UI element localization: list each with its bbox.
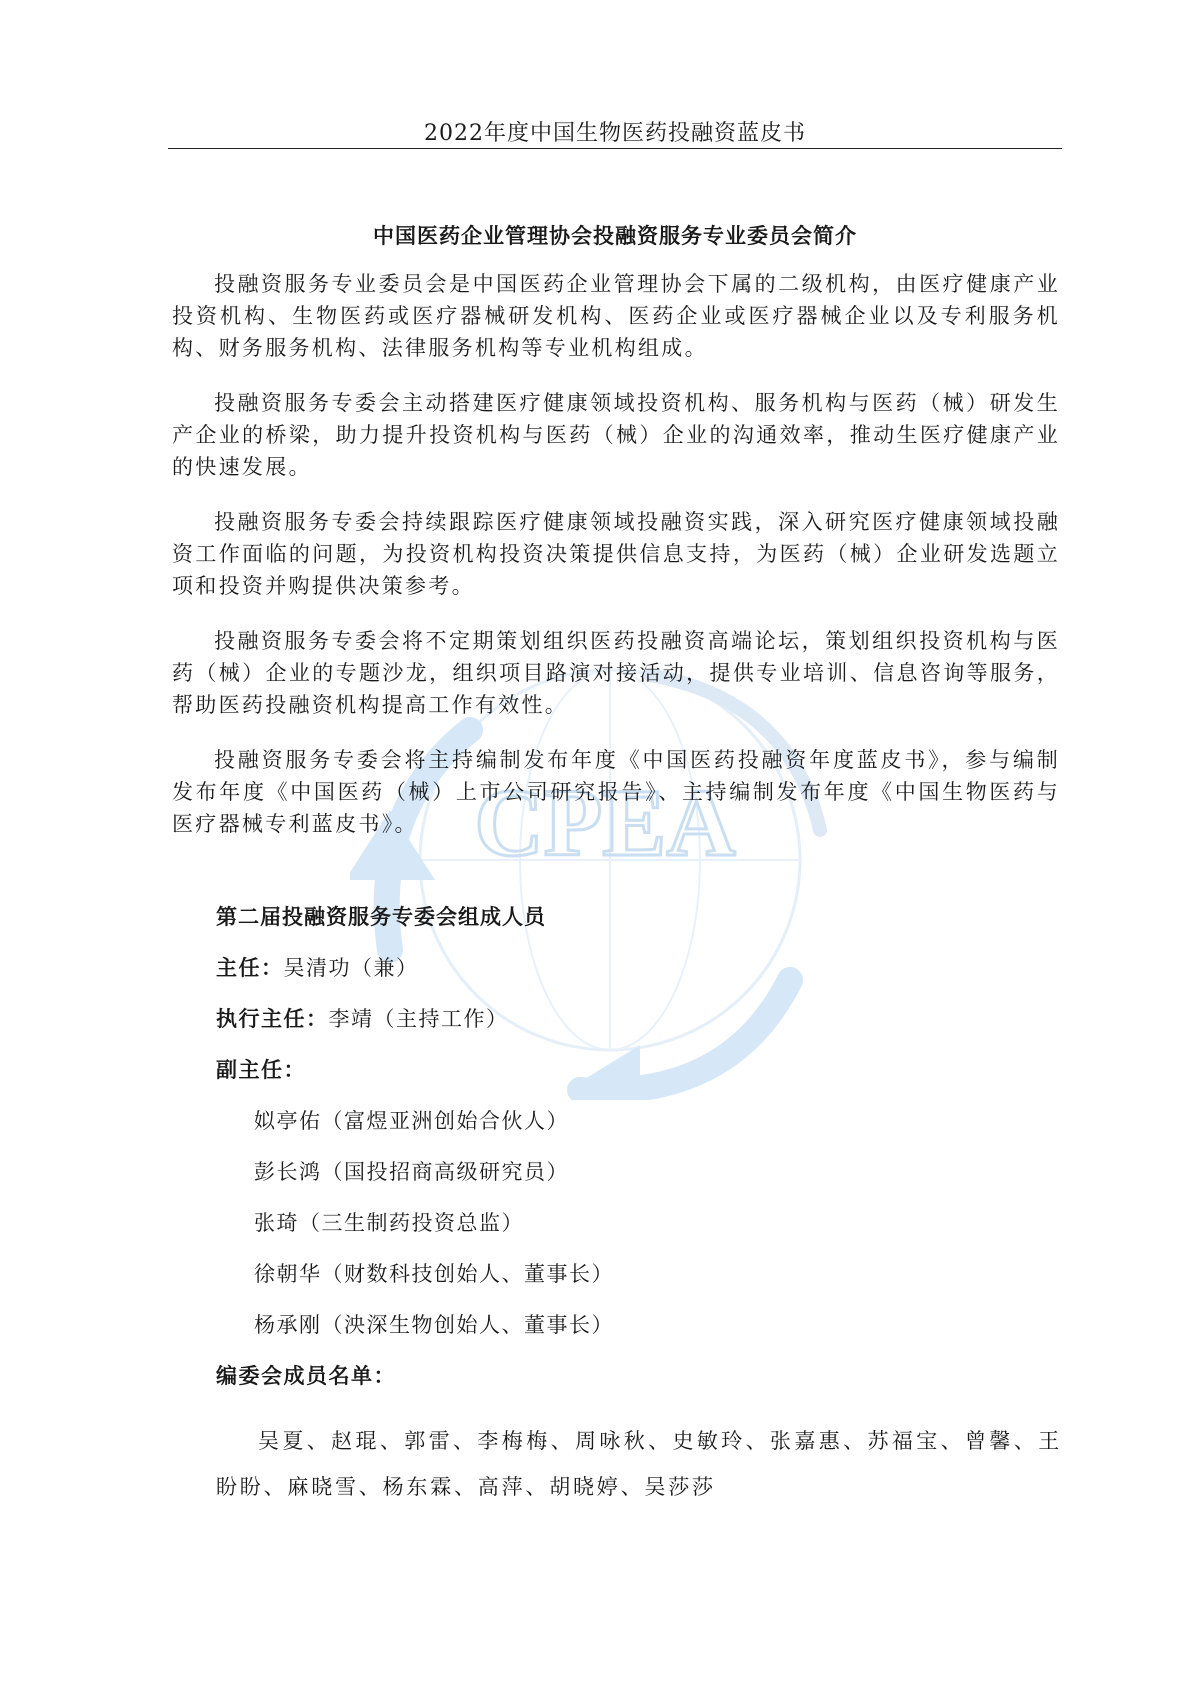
intro-paragraph: 投融资服务专委会持续跟踪医疗健康领域投融资实践，深入研究医疗健康领域投融资工作面临的问题，为投资机构投资决策提供信息支持，为医药（械）企业研发选题立项和投资并购提供决策参考。 bbox=[172, 510, 1060, 598]
committee-roster bbox=[216, 904, 1062, 1510]
editorial-label-row bbox=[216, 1363, 1062, 1414]
vice-director-row: 副主任： bbox=[216, 1057, 306, 1082]
vice-director-item: 徐朝华（财数科技创始人、董事长） bbox=[254, 1262, 614, 1286]
intro-paragraph: 投融资服务专业委员会是中国医药企业管理协会下属的二级机构，由医疗健康产业投资机构、生物医药或医疗器械研发机构、医药企业或医疗器械企业以及专利服务机构、财务服务机构、法律服务机构等专业机构组成。 bbox=[172, 272, 1060, 360]
intro-paragraph: 投融资服务专委会将主持编制发布年度《中国医药投融资年度蓝皮书》，参与编制发布年度《中国医药（械）上市公司研究报告》、主持编制发布年度《中国生物医药与医疗器械专利蓝皮书》。 bbox=[172, 748, 1060, 836]
roster-title: 第二届投融资服务专委会组成人员 bbox=[216, 904, 546, 929]
vice-director-label: 副主任 bbox=[216, 1057, 284, 1082]
vice-director-item: 彭长鸿（国投招商高级研究员） bbox=[254, 1160, 569, 1184]
editorial-members: 吴夏、赵琨、郭雷、李梅梅、周咏秋、史敏玲、张嘉惠、苏福宝、曾馨、王盼盼、麻晓雪、杨东霖、高萍、胡晓婷、吴莎莎 bbox=[216, 1429, 1062, 1499]
editorial-label: 编委会成员名单： bbox=[216, 1363, 396, 1388]
vice-director-item: 姒亭佑（富煜亚洲创始合伙人） bbox=[254, 1109, 569, 1133]
intro-paragraph: 投融资服务专委会主动搭建医疗健康领域投资机构、服务机构与医药（械）研发生产企业的桥梁，助力提升投资机构与医药（械）企业的沟通效率，推动生医疗健康产业的快速发展。 bbox=[172, 391, 1060, 479]
intro-body bbox=[172, 268, 1060, 863]
vice-director-item: 杨承刚（泱深生物创始人、董事长） bbox=[254, 1313, 614, 1337]
director-row: 主任：吴清功（兼） bbox=[216, 955, 419, 980]
page-header-title: 2022年度中国生物医药投融资蓝皮书 bbox=[424, 121, 806, 146]
exec-director-label: 执行主任 bbox=[216, 1006, 306, 1031]
director-label: 主任 bbox=[216, 955, 261, 980]
intro-title: 中国医药企业管理协会投融资服务专业委员会简介 bbox=[373, 223, 857, 248]
exec-director-row: 执行主任：李靖（主持工作） bbox=[216, 1006, 509, 1031]
watermark-text: CPEA bbox=[474, 769, 736, 876]
exec-director-value: 李靖（主持工作） bbox=[328, 1007, 509, 1031]
director-value: 吴清功（兼） bbox=[283, 956, 419, 980]
intro-paragraph: 投融资服务专委会将不定期策划组织医药投融资高端论坛，策划组织投资机构与医药（械）企业的专题沙龙，组织项目路演对接活动，提供专业培训、信息咨询等服务，帮助医药投融资机构提高工作有效性。 bbox=[172, 629, 1060, 717]
header-divider bbox=[168, 148, 1062, 149]
vice-director-item: 张琦（三生制药投资总监） bbox=[254, 1211, 524, 1235]
